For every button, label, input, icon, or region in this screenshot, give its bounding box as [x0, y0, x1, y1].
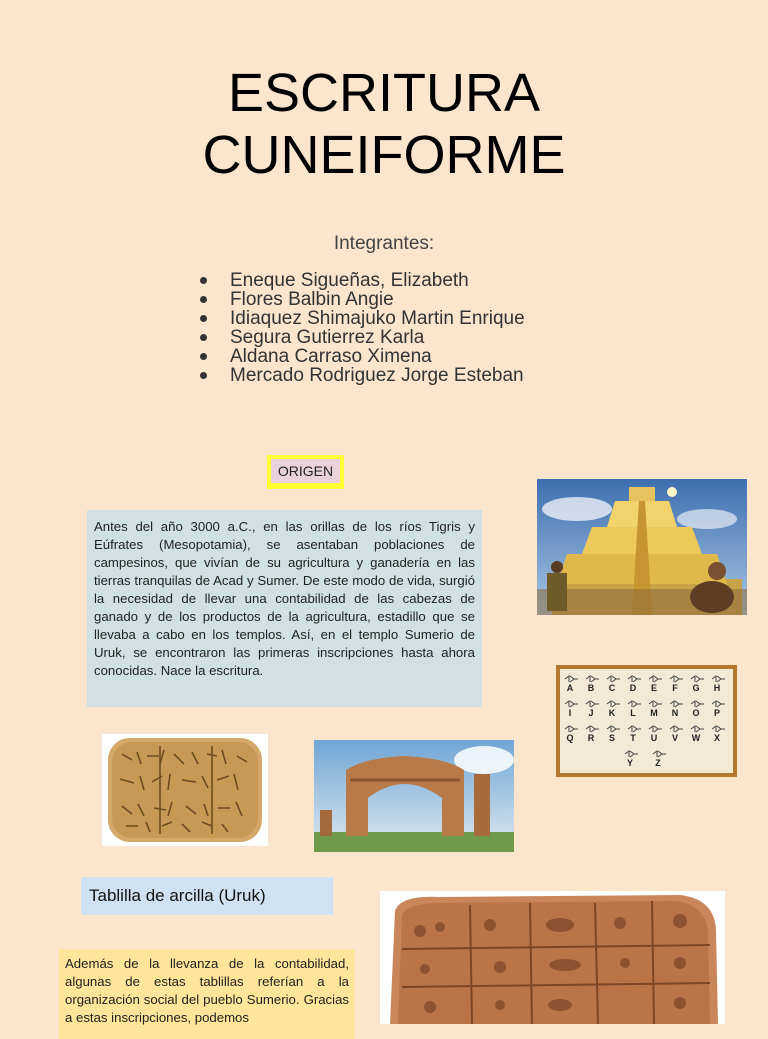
alphabet-letter: F	[672, 683, 678, 693]
alphabet-letter: N	[671, 708, 679, 718]
alphabet-letter: I	[568, 708, 572, 718]
alphabet-letter: W	[691, 733, 701, 743]
alphabet-letter: P	[713, 708, 721, 718]
alphabet-letter: U	[650, 733, 658, 743]
ziggurat-image	[537, 479, 747, 615]
alphabet-letter: O	[692, 708, 700, 718]
alphabet-letter: R	[587, 733, 595, 743]
origin-text-box: Antes del año 3000 a.C., en las orillas de los ríos Tigris y Eúfrates (Mesopotamia), se asentaban poblaciones de campesinos, que vivían de su agricultura y ganadería en las tierras tranquilas de Acad y Sumer. De este modo de vida, surgió la necesidad de llevar una contabilidad de las cabezas de ganado y de los productos de la agricultura, estadillo que se llevaba a cabo en los templos. Así, en el templo Sumerio de Uruk, se encontraron las primeras inscripciones hasta ahora conocidas. Nace la escritura.	[87, 510, 482, 707]
alphabet-letter: B	[587, 683, 595, 693]
arch-ruins-image	[314, 740, 514, 852]
origin-label	[267, 455, 344, 489]
origin-label-text: ORIGEN	[271, 459, 340, 483]
alphabet-letter: Y	[626, 758, 634, 768]
alphabet-letter: E	[650, 683, 658, 693]
alphabet-letter: D	[629, 683, 637, 693]
alphabet-letter: L	[630, 708, 636, 718]
cuneiform-alphabet-image	[556, 665, 737, 777]
member-item: Segura Gutierrez Karla	[196, 328, 525, 347]
page-title	[0, 62, 768, 186]
member-item: Eneque Sigueñas, Elizabeth	[196, 271, 525, 290]
alphabet-letter: M	[650, 708, 658, 718]
alphabet-letter: X	[713, 733, 721, 743]
alphabet-letter: V	[671, 733, 679, 743]
alphabet-letter: Q	[566, 733, 574, 743]
member-item: Mercado Rodriguez Jorge Esteban	[196, 366, 525, 385]
large-clay-tablet-image	[380, 891, 725, 1024]
alphabet-letter: H	[713, 683, 721, 693]
alphabet-letter: Z	[655, 758, 661, 768]
members-list	[196, 271, 525, 385]
member-item: Idiaquez Shimajuko Martin Enrique	[196, 309, 525, 328]
alphabet-letter: C	[608, 683, 616, 693]
alphabet-letter: K	[608, 708, 616, 718]
society-text-box: Además de la llevanza de la contabilidad, algunas de estas tablillas referían a la organización social del pueblo Sumerio. Gracias a estas inscripciones, podemos	[59, 949, 355, 1039]
members-heading: Integrantes:	[333, 233, 435, 254]
tablet-caption: Tablilla de arcilla (Uruk)	[81, 877, 333, 915]
member-item: Aldana Carraso Ximena	[196, 347, 525, 366]
title-line-1: ESCRITURA	[227, 63, 541, 123]
alphabet-letter: A	[566, 683, 574, 693]
clay-tablet-image	[102, 734, 268, 846]
title-line-2: CUNEIFORME	[202, 125, 566, 185]
alphabet-letter: G	[692, 683, 700, 693]
alphabet-letter: J	[588, 708, 594, 718]
alphabet-letter: T	[630, 733, 636, 743]
alphabet-letter: S	[608, 733, 616, 743]
member-item: Flores Balbin Angie	[196, 290, 525, 309]
